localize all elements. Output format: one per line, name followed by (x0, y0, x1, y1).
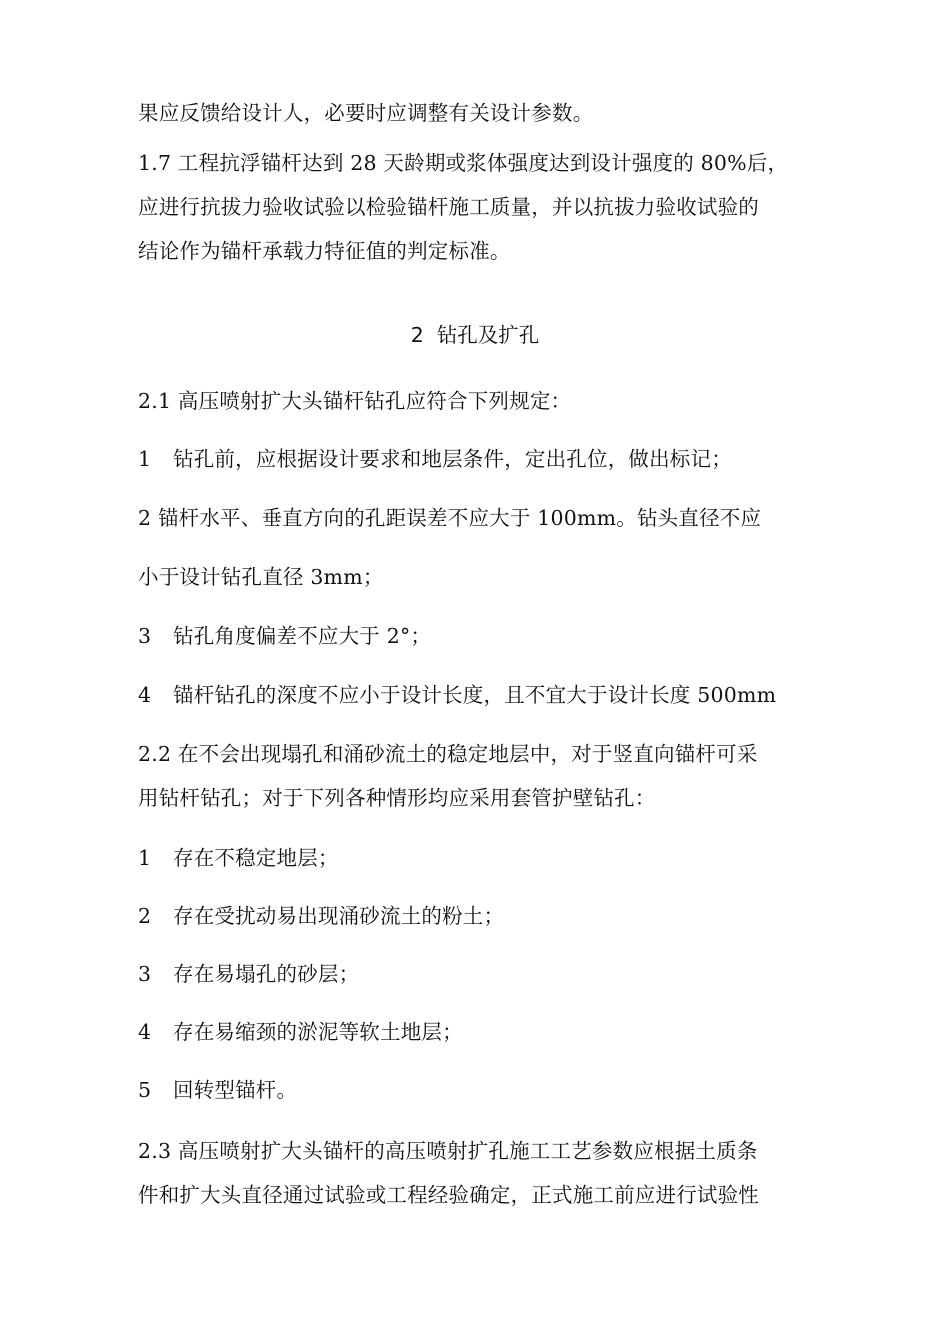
list-item-number: 1 (138, 447, 152, 471)
paragraph-1-7-line-2: 应进行抗拔力验收试验以检验锚杆施工质量，并以抗拔力验收试验的 (138, 195, 759, 219)
list-item-number: 2 (138, 904, 152, 928)
list-item-number: 4 (138, 683, 152, 707)
list-item (138, 621, 818, 651)
list-item-number: 4 (138, 1020, 152, 1044)
list-item-number: 1 (138, 846, 152, 870)
list-item-text: 小于设计钻孔直径 3mm； (138, 565, 384, 589)
list-item-text: 钻孔角度偏差不应大于 2°； (173, 624, 432, 648)
list-item (138, 680, 818, 710)
paragraph-1-7-line-3: 结论作为锚杆承载力特征值的判定标准。 (138, 239, 511, 263)
paragraph-1-7-line-1: 1.7 工程抗浮锚杆达到 28 天龄期或浆体强度达到设计强度的 80%后， (138, 151, 789, 175)
list-item (138, 503, 818, 533)
list-item (138, 1017, 818, 1047)
section-heading: 2 钻孔及扩孔 (410, 323, 540, 347)
list-item-text: 存在受扰动易出现涌砂流土的粉土； (173, 904, 505, 928)
paragraph-2-3-line-1: 2.3 高压喷射扩大头锚杆的高压喷射扩孔施工工艺参数应根据土质条 (138, 1139, 758, 1163)
list-item-text: 存在易塌孔的砂层； (173, 962, 360, 986)
list-item-number: 3 (138, 962, 152, 986)
paragraph-2-2-line-1: 2.2 在不会出现塌孔和涌砂流土的稳定地层中，对于竖直向锚杆可采 (138, 742, 758, 766)
list-item-number: 3 (138, 624, 152, 648)
paragraph-continuation: 果应反馈给设计人，必要时应调整有关设计参数。 (138, 101, 594, 125)
list-item (138, 1075, 818, 1105)
list-item-text: 2 锚杆水平、垂直方向的孔距误差不应大于 100mm。钻头直径不应 (138, 506, 762, 530)
list-item-text: 回转型锚杆。 (173, 1078, 298, 1102)
list-item (138, 901, 818, 931)
list-item-number: 5 (138, 1078, 152, 1102)
list-item (138, 444, 818, 474)
list-item (138, 843, 818, 873)
list-item-text: 锚杆钻孔的深度不应小于设计长度，且不宜大于设计长度 500mm (173, 683, 777, 707)
list-item-text: 钻孔前，应根据设计要求和地层条件，定出孔位，做出标记； (173, 447, 732, 471)
list-item (138, 562, 818, 592)
list-item-text: 存在易缩颈的淤泥等软土地层； (173, 1020, 463, 1044)
list-item-text: 存在不稳定地层； (173, 846, 339, 870)
list-item (138, 959, 818, 989)
paragraph-2-3-line-2: 件和扩大头直径通过试验或工程经验确定，正式施工前应进行试验性 (138, 1183, 759, 1207)
paragraph-2-2-line-2: 用钻杆钻孔；对于下列各种情形均应采用套管护壁钻孔： (138, 786, 656, 810)
paragraph-2-1: 2.1 高压喷射扩大头锚杆钻孔应符合下列规定： (138, 389, 572, 413)
